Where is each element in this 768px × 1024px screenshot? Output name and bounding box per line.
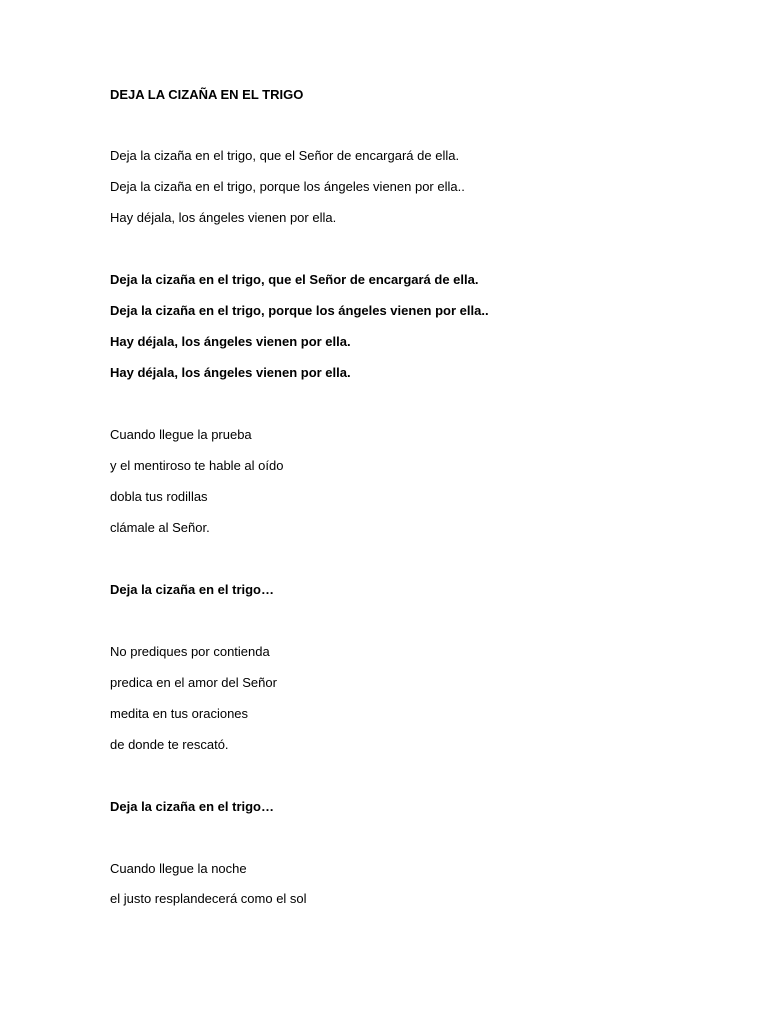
document-title: DEJA LA CIZAÑA EN EL TRIGO (110, 87, 304, 102)
chorus-line-3: Hay déjala, los ángeles vienen por ella. (110, 334, 351, 349)
verse2-line-4: clámale al Señor. (110, 520, 210, 535)
verse1-line-2: Deja la cizaña en el trigo, porque los ángeles vienen por ella.. (110, 179, 465, 194)
chorus-line-1: Deja la cizaña en el trigo, que el Señor de encargará de ella. (110, 272, 479, 287)
chorus-line-2: Deja la cizaña en el trigo, porque los ángeles vienen por ella.. (110, 303, 489, 318)
verse4-line-2: el justo resplandecerá como el sol (110, 891, 307, 906)
verse1-line-3: Hay déjala, los ángeles vienen por ella. (110, 210, 337, 225)
refrain-line-1: Deja la cizaña en el trigo… (110, 582, 274, 597)
verse3-line-4: de donde te rescató. (110, 737, 229, 752)
verse3-line-2: predica en el amor del Señor (110, 675, 277, 690)
chorus-line-4: Hay déjala, los ángeles vienen por ella. (110, 365, 351, 380)
verse4-line-1: Cuando llegue la noche (110, 861, 247, 876)
verse1-line-1: Deja la cizaña en el trigo, que el Señor de encargará de ella. (110, 148, 460, 163)
verse2-line-2: y el mentiroso te hable al oído (110, 458, 284, 473)
verse3-line-3: medita en tus oraciones (110, 706, 249, 721)
verse2-line-1: Cuando llegue la prueba (110, 427, 252, 442)
verse3-line-1: No prediques por contienda (110, 644, 270, 659)
verse2-line-3: dobla tus rodillas (110, 489, 208, 504)
refrain-line-2: Deja la cizaña en el trigo… (110, 799, 274, 814)
